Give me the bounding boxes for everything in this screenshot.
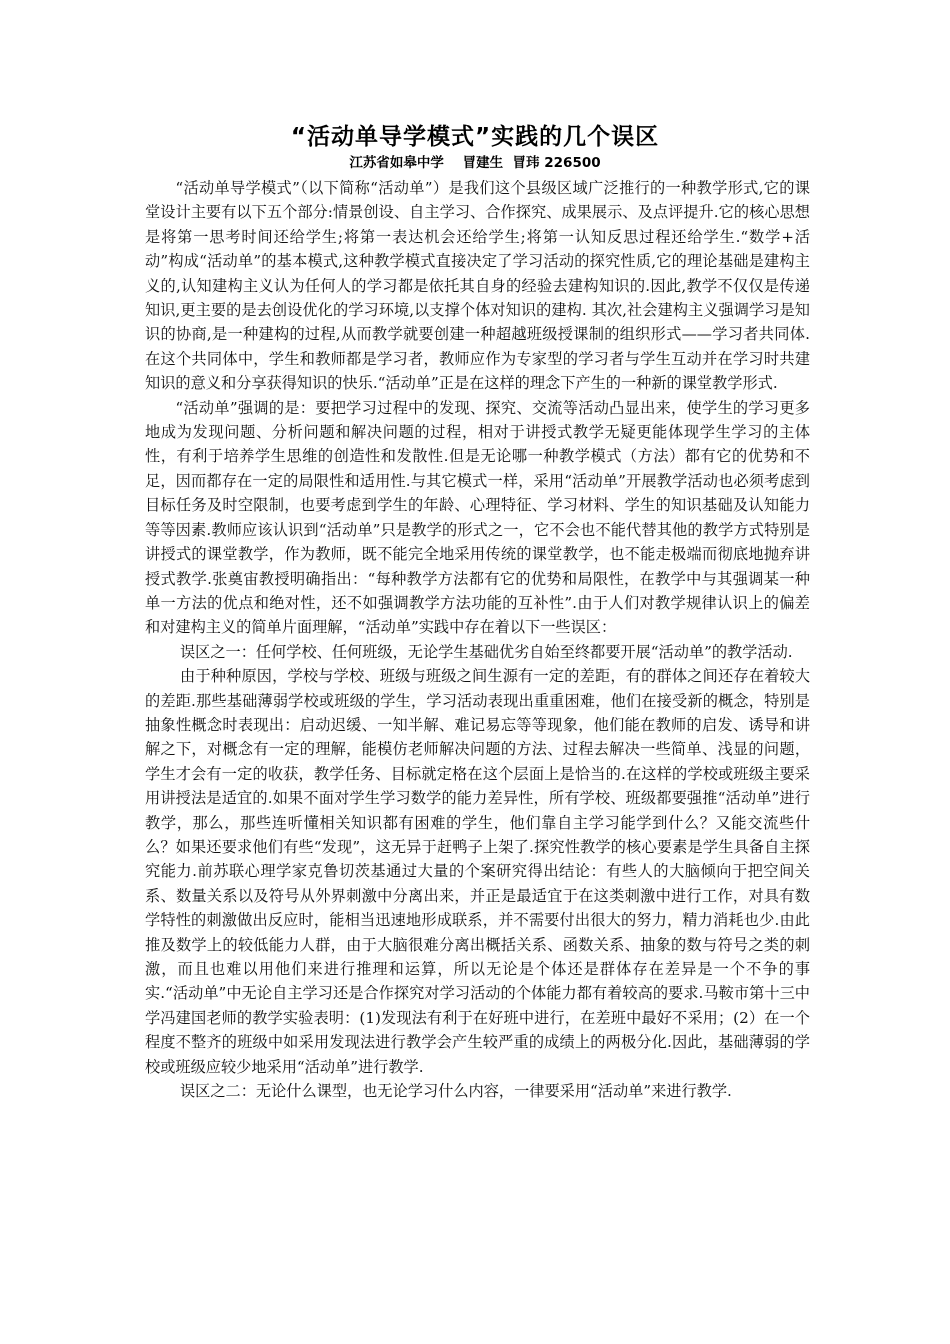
paragraph: “活动单导学模式”（以下简称“活动单”）是我们这个县级区域广泛推行的一种教学形式,它的课堂设计主要有以下五个部分:情景创设、自主学习、合作探究、成果展示、及点评提升.它的核心思想是将第一思考时间还给学生;将第一表达机会还给学生;将第一认知反思过程还给学生.“数学+活动”构成“活动单”的基本模式,这种教学模式直接决定了学习活动的探究性质,它的理论基础是建构主义的,认知建构主义认为任何人的学习都是依托其自身的经验去建构知识的.因此,教学不仅仅是传递知识,更主要的是去创设优化的学习环境,以支撑个体对知识的建构. 其次,社会建构主义强调学习是知识的协商,是一种建构的过程,从而教学就要创建一种超越班级授课制的组织形式——学习者共同体.在这个共同体中，学生和教师都是学习者，教师应作为专家型的学习者与学生互动并在学习时共建知识的意义和分享获得知识的快乐.“活动单”正是在这样的理念下产生的一种新的课堂教学形式.: [145, 179, 810, 393]
document-title: “活动单导学模式”实践的几个误区: [290, 124, 660, 150]
misconception-heading-1: 误区之一：任何学校、任何班级，无论学生基础优劣自始至终都要开展“活动单”的教学活动.: [179, 642, 793, 661]
paragraph: 由于种种原因，学校与学校、班级与班级之间生源有一定的差距，有的群体之间还存在着较大的差距.那些基础薄弱学校或班级的学生，学习活动表现出重重困难，他们在接受新的概念，特别是抽象性概念时表现出：启动迟缓、一知半解、难记易忘等等现象，他们能在教师的启发、诱导和讲解之下，对概念有一定的理解，能模仿老师解决问题的方法、过程去解决一些简单、浅显的问题，学生才会有一定的收获，教学任务、目标就定格在这个层面上是恰当的.在这样的学校或班级主要采用讲授法是适宜的.如果不面对学生学习数学的能力差异性，所有学校、班级都要强推“活动单”进行教学，那么，那些连听懂相关知识都有困难的学生，他们靠自主学习能学到什么？又能交流些什么？如果还要求他们有些“发现”，这无异于赶鸭子上架了.探究性教学的核心要素是学生具备自主探究能力.前苏联心理学家克鲁切茨基通过大量的个案研究得出结论：有些人的大脑倾向于把空间关系、数量关系以及符号从外界刺激中分离出来，并正是最适宜于在这类刺激中进行工作，对具有数学特性的刺激做出反应时，能相当迅速地形成联系，并不需要付出很大的努力，精力消耗也少.由此推及数学上的较低能力人群，由于大脑很难分离出概括关系、函数关系、抽象的数与符号之类的刺激，而且也难以用他们来进行推理和运算，所以无论是个体还是群体存在差异是一个不争的事实.“活动单”中无论自主学习还是合作探究对学习活动的个体能力都有着较高的要求.马鞍市第十三中学冯建国老师的教学实验表明：(1)发现法有利于在好班中进行，在差班中最好不采用；(2）在一个程度不整齐的班级中如采用发现法进行教学会产生较严重的成绩上的两极分化.因此，基础薄弱的学校或班级应较少地采用“活动单”进行教学.: [145, 667, 810, 1076]
misconception-heading-2: 误区之二：无论什么课型，也无论学习什么内容，一律要采用“活动单”来进行教学.: [179, 1082, 732, 1101]
document-body: [145, 176, 810, 1103]
author-line: 江苏省如皋中学 冒建生 冒玮 226500: [349, 155, 601, 171]
paragraph: “活动单”强调的是：要把学习过程中的发现、探究、交流等活动凸显出来，使学生的学习更多地成为发现问题、分析问题和解决问题的过程，相对于讲授式教学无疑更能体现学生学习的主体性，有利于培养学生思维的创造性和发散性.但是无论哪一种教学模式（方法）都有它的优势和不足，因而都存在一定的局限性和适用性.与其它模式一样，采用“活动单”开展教学活动也必须考虑到目标任务及时空限制，也要考虑到学生的年龄、心理特征、学习材料、学生的知识基础及认知能力等等因素.教师应该认识到“活动单”只是教学的形式之一，它不会也不能代替其他的教学方式特别是讲授式的课堂教学，作为教师，既不能完全地采用传统的课堂教学，也不能走极端而彻底地抛弃讲授式教学.张奠宙教授明确指出：“每种教学方法都有它的优势和局限性，在教学中与其强调某一种单一方法的优点和绝对性，还不如强调教学方法功能的互补性”.由于人们对教学规律认识上的偏差和对建构主义的简单片面理解，“活动单”实践中存在着以下一些误区：: [145, 398, 810, 637]
